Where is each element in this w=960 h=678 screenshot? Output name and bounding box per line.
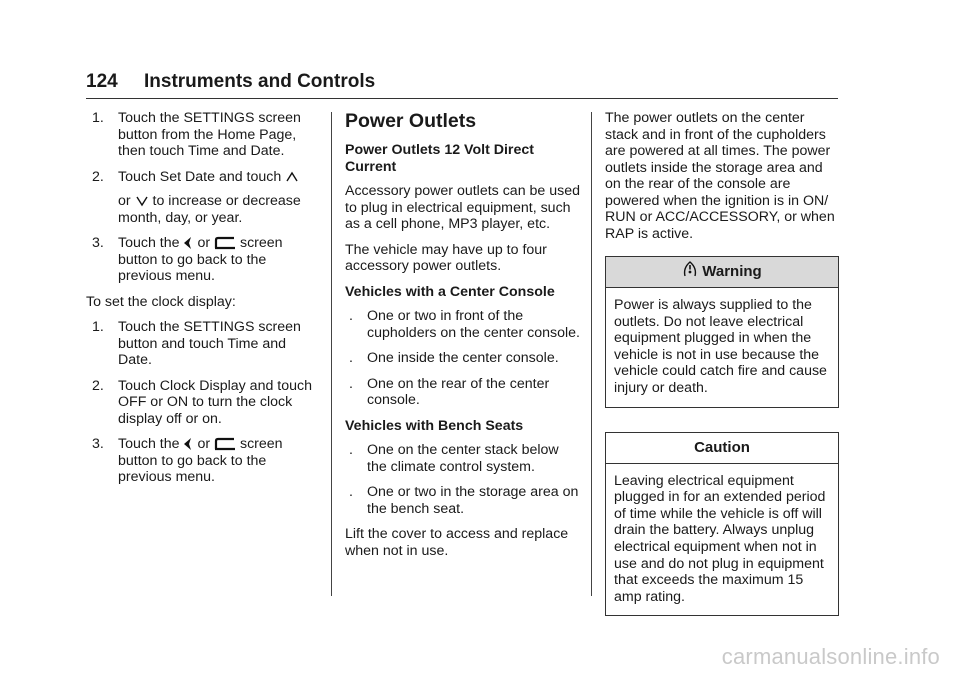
home-return-icon [214,236,236,250]
list-item [345,350,581,367]
warning-title: Warning [702,263,762,280]
caution-text: Leaving electrical equipment plugged in for an extended period of time while the vehicle is off will drain the battery. Always unplug electrical equipment when not in use and do not plug in equipment that exceeds the maximum 15 amp rating. [614,472,826,605]
list-item-text: One on the rear of the center console. [367,375,550,408]
step-text: Touch the [118,235,180,251]
step-text: or [118,193,131,209]
step-text: Touch Clock Display and touch OFF or ON to turn the clock display off or on. [118,377,312,427]
column-2 [345,110,581,568]
list-item-text: One or two in front of the cupholders on the center console. [367,308,580,341]
step-text: or [197,436,211,452]
bullet-dot: . [349,375,353,392]
step-text: Touch the SETTINGS screen button from the Home Page, then touch Time and Date. [118,110,301,159]
step-text: Touch the SETTINGS screen button and touch Time and Date. [118,319,301,368]
clock-intro: To set the clock display: [86,293,236,310]
home-return-icon [214,437,236,451]
list-item-text: One on the center stack below the climate control system. [367,442,559,475]
set-date-step-2 [86,169,322,227]
bullet-dot: . [349,350,353,366]
step-number: 3. [92,235,104,251]
subsection-heading: Power Outlets 12 Volt Direct Current [345,142,534,175]
back-arrow-icon [183,236,193,250]
bullet-dot: . [349,442,353,458]
list-item-text: One or two in the storage area on the bench seat. [367,484,579,517]
chevron-down-icon [135,194,149,208]
warning-header [606,257,838,288]
list-item [345,308,581,341]
list-item [345,442,581,475]
clock-step-1 [86,319,322,369]
warning-symbol-icon [682,260,698,278]
warning-text: Power is always supplied to the outlets. Do not leave electrical equipment plugged in when the vehicle is not in use because the vehicle could catch fire and cause injury or death. [614,297,827,396]
set-date-step-3 [86,235,322,285]
column-1 [86,110,322,495]
column-divider-1 [331,112,332,596]
chevron-up-icon [285,170,299,184]
step-number: 3. [92,436,104,452]
page-header [86,70,838,98]
paragraph: Lift the cover to access and replace when not in use. [345,526,569,559]
console-heading: Vehicles with a Center Console [345,283,555,300]
page-number: 124 [86,71,118,92]
section-title: Instruments and Controls [144,71,376,92]
section-heading: Power Outlets [345,110,477,132]
paragraph: Accessory power outlets can be used to plug in electrical equipment, such as a cell phone, MP3 player, etc. [345,183,581,232]
step-text: screen button to go back to the previous menu. [118,235,283,284]
set-date-step-1 [86,110,322,160]
paragraph: The power outlets on the center stack and in front of the cupholders are powered at all times. The power outlets inside the storage area and on the rear of the console are powered when the ignition is in ON/ RUN or ACC/ACCESSORY, or when RAP is active. [605,110,835,242]
step-number: 2. [92,168,104,185]
step-text: Touch Set Date and touch [118,168,282,185]
list-item [345,484,581,517]
caution-header: Caution [606,433,838,464]
caution-box [605,432,839,617]
step-number: 1. [92,110,104,126]
step-text: to increase or decrease month, day, or year. [118,193,301,226]
clock-step-3 [86,436,322,486]
clock-step-2 [86,378,322,428]
back-arrow-icon [183,437,193,451]
bullet-dot: . [349,308,353,324]
bench-heading: Vehicles with Bench Seats [345,417,524,434]
step-text: Touch the [118,436,180,452]
step-text: screen button to go back to the previous menu. [118,436,283,485]
paragraph: The vehicle may have up to four accessory power outlets. [345,241,547,274]
warning-box [605,256,839,408]
step-text: or [197,235,211,251]
step-number: 1. [92,319,104,335]
list-item [345,376,581,409]
watermark: carmanualsonline.info [721,644,940,669]
list-item-text: One inside the center console. [367,350,559,366]
column-divider-2 [591,112,592,596]
column-3 [605,110,839,616]
header-rule [86,98,838,99]
step-number: 2. [92,377,104,394]
bullet-dot: . [349,484,353,500]
